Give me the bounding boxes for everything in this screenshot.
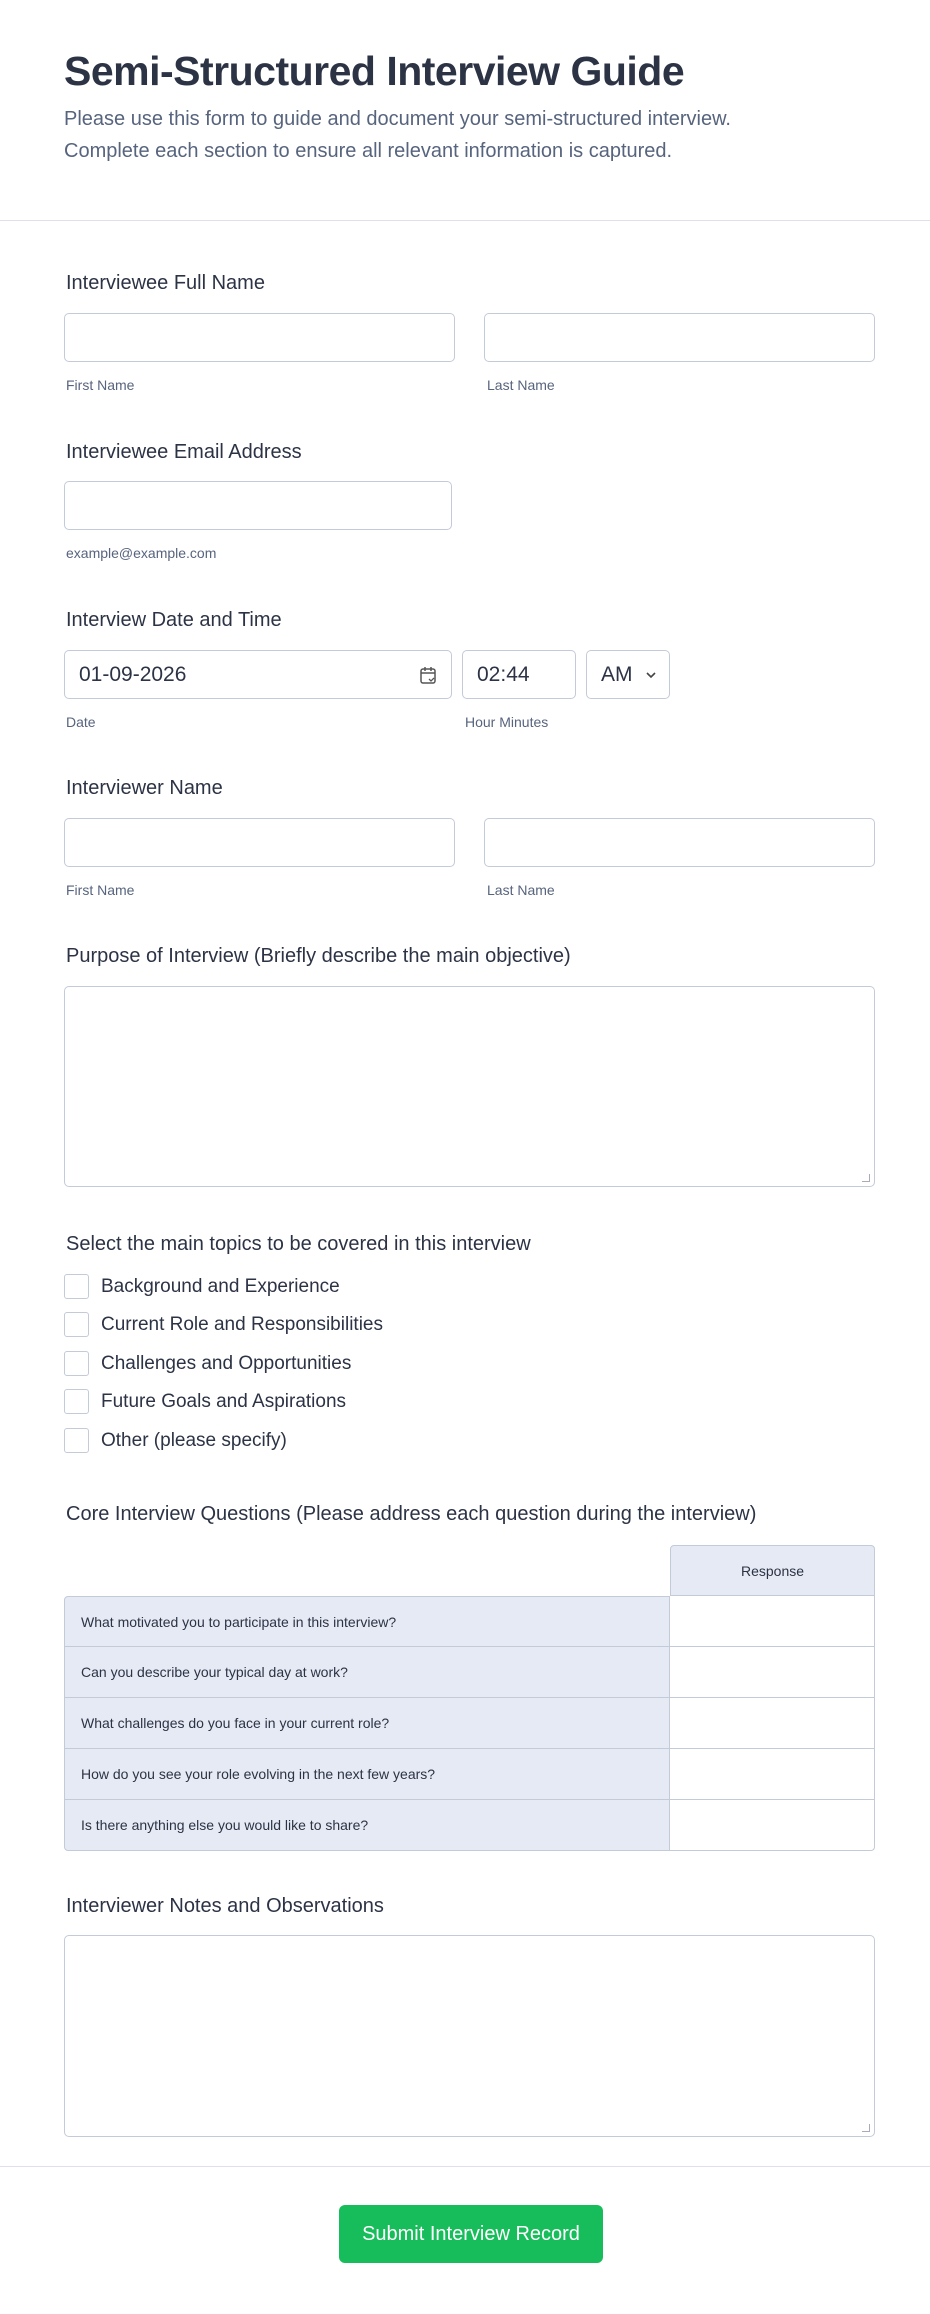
topic-checkbox[interactable] (64, 1389, 89, 1414)
interviewee-first-name-input[interactable] (64, 313, 455, 362)
topic-option-label: Challenges and Opportunities (101, 1353, 352, 1374)
topic-option-label: Future Goals and Aspirations (101, 1391, 347, 1412)
response-cell[interactable] (670, 1596, 875, 1647)
questions-matrix (64, 1545, 875, 1851)
table-row (64, 1647, 875, 1698)
resize-handle-icon[interactable] (862, 2124, 870, 2132)
calendar-icon[interactable] (419, 665, 437, 685)
topic-checkbox[interactable] (64, 1312, 89, 1337)
time-input[interactable] (462, 650, 576, 699)
page-subtitle: Please use this form to guide and document your semi-structured interview. (64, 108, 731, 130)
email-sublabel: example@example.com (66, 545, 217, 561)
interviewee-name-label: Interviewee Full Name (66, 272, 265, 294)
email-label: Interviewee Email Address (66, 441, 302, 463)
chevron-down-icon (645, 671, 657, 679)
interviewer-first-name-input[interactable] (64, 818, 455, 867)
purpose-textarea[interactable] (64, 986, 875, 1187)
first-name-sublabel: First Name (66, 882, 135, 898)
table-row (64, 1698, 875, 1749)
datetime-label: Interview Date and Time (66, 609, 282, 631)
resize-handle-icon[interactable] (862, 1174, 870, 1182)
response-cell[interactable] (670, 1800, 875, 1851)
topic-checkbox[interactable] (64, 1351, 89, 1376)
ampm-select[interactable] (586, 650, 670, 699)
page-title: Semi-Structured Interview Guide (64, 48, 685, 94)
empty-header-cell (64, 1545, 670, 1596)
time-value: 02:44 (477, 663, 530, 686)
last-name-sublabel: Last Name (487, 882, 555, 898)
questions-label: Core Interview Questions (Please address each question during the interview) (66, 1503, 757, 1525)
topics-label: Select the main topics to be covered in this interview (66, 1233, 531, 1255)
response-cell[interactable] (670, 1647, 875, 1698)
interviewer-name-label: Interviewer Name (66, 777, 223, 799)
question-cell: Is there anything else you would like to share? (64, 1800, 670, 1851)
topic-option-label: Background and Experience (101, 1276, 340, 1297)
date-value: 01-09-2026 (79, 663, 187, 686)
question-cell: How do you see your role evolving in the next few years? (64, 1749, 670, 1800)
date-sublabel: Date (66, 714, 96, 730)
notes-textarea[interactable] (64, 1935, 875, 2137)
submit-button[interactable]: Submit Interview Record (339, 2205, 603, 2263)
interviewee-last-name-input[interactable] (484, 313, 875, 362)
response-cell[interactable] (670, 1749, 875, 1800)
question-cell: What challenges do you face in your current role? (64, 1698, 670, 1749)
topic-option-label: Current Role and Responsibilities (101, 1314, 383, 1335)
notes-label: Interviewer Notes and Observations (66, 1895, 384, 1917)
date-input[interactable] (64, 650, 452, 699)
table-row (64, 1800, 875, 1851)
interviewer-last-name-input[interactable] (484, 818, 875, 867)
question-cell: What motivated you to participate in this interview? (64, 1596, 670, 1647)
last-name-sublabel: Last Name (487, 377, 555, 393)
first-name-sublabel: First Name (66, 377, 135, 393)
email-input[interactable] (64, 481, 452, 530)
time-sublabel: Hour Minutes (465, 714, 549, 730)
response-cell[interactable] (670, 1698, 875, 1749)
divider (0, 2166, 930, 2167)
response-column-header: Response (670, 1545, 875, 1596)
topic-checkbox[interactable] (64, 1274, 89, 1299)
topic-checkbox[interactable] (64, 1428, 89, 1453)
ampm-value: AM (601, 663, 633, 686)
table-row (64, 1749, 875, 1800)
question-cell: Can you describe your typical day at work? (64, 1647, 670, 1698)
topic-option-label: Other (please specify) (101, 1430, 287, 1451)
table-row (64, 1596, 875, 1647)
purpose-label: Purpose of Interview (Briefly describe the main objective) (66, 945, 571, 967)
page-subtitle: Complete each section to ensure all relevant information is captured. (64, 140, 673, 162)
divider (0, 220, 930, 221)
